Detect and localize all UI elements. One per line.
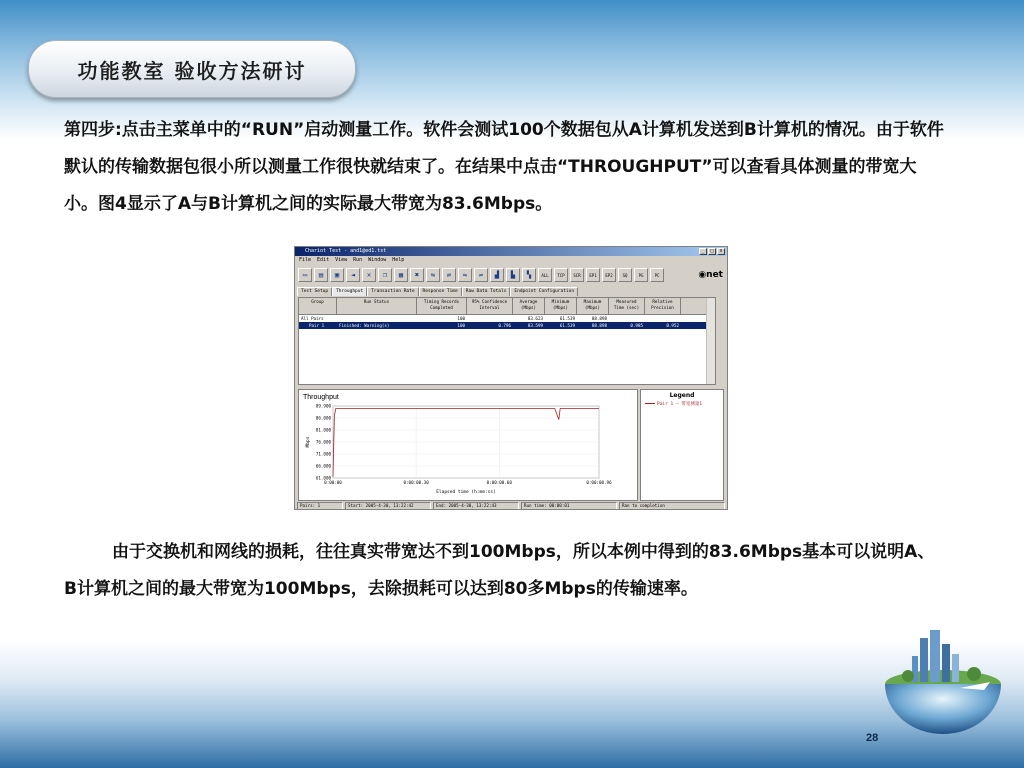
filter-tcp-button[interactable]: TCP [554,268,568,282]
col-minimum[interactable]: Minimum (Mbps) [545,298,577,314]
menu-view[interactable]: View [335,257,348,263]
y-tick-label: 89.900 [315,403,331,409]
cell-confidence: 0.796 [498,323,511,328]
cell-maximum: 88.898 [591,316,607,321]
y-axis-label: Mbps [306,436,311,448]
col-run-status[interactable]: Run Status [337,298,417,314]
table-row-selected[interactable] [299,322,715,329]
col-relative-precision[interactable]: Relative Precision [645,298,681,314]
window-titlebar [295,247,727,256]
cell-group: Pair 1 [309,323,325,328]
step-four-paragraph: 第四步:点击主菜单中的“RUN”启动测量工作。软件会测试100个数据包从A计算机发送到B计算机的情况。由于软件默认的传输数据包很小所以测量工作很快就结束了。在结果中点击“THROUGHPUT”可以查看具体测量的带宽大小。图4显示了A与B计算机之间的实际最大带宽为83.6Mbps。 [64,120,944,214]
window-controls [699,248,725,255]
tab-response-time[interactable]: Response Time [419,287,462,296]
col-measured-time[interactable]: Measured Time (sec) [609,298,645,314]
status-completion: Ran to completion [619,502,725,510]
stop-icon[interactable]: ✕ [362,268,376,282]
cell-group: All Pairs [301,316,324,321]
results-table [298,297,716,385]
copy-icon[interactable]: ❐ [378,268,392,282]
cell-time: 0.985 [630,323,643,328]
cell-status [337,315,417,322]
y-tick-label: 61.000 [315,475,331,481]
legend-item: Pair 1 — 带宽测量1 [641,401,723,407]
status-pairs: Pairs: 1 [297,502,343,510]
page-number: 28 [866,732,879,744]
cell-maximum: 88.898 [591,323,607,328]
menu-edit[interactable]: Edit [317,257,330,263]
x-tick-label: 0:00:00.60 [486,480,512,485]
table-scrollbar[interactable] [706,298,715,384]
tab-raw-data-totals[interactable]: Raw Data Totals [462,287,511,296]
y-tick-label: 86.000 [315,415,331,421]
chart-icon[interactable]: ▟ [490,268,504,282]
y-tick-label: 71.000 [315,451,331,457]
menu-help[interactable]: Help [392,257,405,263]
open-icon[interactable]: ▤ [314,268,328,282]
menu-file[interactable]: File [299,257,312,263]
maximize-button[interactable]: □ [708,248,716,255]
tab-transaction-rate[interactable]: Transaction Rate [367,287,418,296]
series-line-pair-1 [333,409,599,477]
minimize-button[interactable]: _ [699,248,707,255]
save-icon[interactable]: ▣ [330,268,344,282]
cell-minimum: 61.539 [559,323,575,328]
filter-pg-button[interactable]: PG [634,268,648,282]
x-tick-label: 0:00:00.96 [586,480,612,485]
x-tick-label: 0:00:00.30 [403,480,429,485]
status-run-time: Run time: 00:00:01 [521,502,617,510]
filter-ep1-button[interactable]: EP1 [586,268,600,282]
cell-confidence [467,315,513,322]
pair-icon[interactable]: ⇄ [442,268,456,282]
menu-bar [295,256,727,264]
delete-icon[interactable]: ✖ [410,268,424,282]
conclusion-text: 由于交换机和网线的损耗，往往真实带宽达不到100Mbps，所以本例中得到的83.6Mbps基本可以说明A、B计算机之间的最大带宽为100Mbps，去除损耗可以达到80多Mbps的传输速率。 [64,542,935,599]
status-end: End: 2005-4-30, 13:22:43 [433,502,519,510]
filter-ep2-button[interactable]: EP2 [602,268,616,282]
throughput-chart [299,390,637,500]
close-button[interactable]: x [717,248,725,255]
cell-status: Finished: Warning(s) [339,323,390,328]
status-start: Start: 2005-4-30, 13:22:42 [345,502,431,510]
cell-precision [645,315,681,322]
cell-minimum: 61.539 [559,316,575,321]
col-confidence[interactable]: 95% Confidence Interval [467,298,513,314]
pair-icon[interactable]: ⇆ [426,268,440,282]
y-tick-label: 76.000 [315,439,331,445]
tab-throughput[interactable]: Throughput [332,287,367,296]
col-average[interactable]: Average (Mbps) [513,298,545,314]
net-logo: ◉net [698,270,723,280]
x-axis-label: Elapsed time (h:mm:ss) [436,490,496,495]
paste-icon[interactable]: ▦ [394,268,408,282]
tab-test-setup[interactable]: Test Setup [297,287,332,296]
globe-city-illustration [880,626,1006,738]
filter-pc-button[interactable]: PC [650,268,664,282]
cell-time [609,315,645,322]
col-maximum[interactable]: Maximum (Mbps) [577,298,609,314]
tab-endpoint-configuration[interactable]: Endpoint Configuration [510,287,578,296]
cell-average: 83.623 [527,316,543,321]
filter-all-button[interactable]: ALL [538,268,552,282]
filter-sq-button[interactable]: SQ [618,268,632,282]
new-icon[interactable]: ▭ [298,268,312,282]
run-icon[interactable]: ◄ [346,268,360,282]
window-title: Chariot Test - and1@ed1.tst [305,248,387,254]
pair-icon[interactable]: ⇋ [458,268,472,282]
legend-title: Legend [669,392,695,399]
col-records[interactable]: Timing Records Completed [417,298,467,314]
result-tabs [297,287,578,296]
cell-precision: 0.952 [666,323,679,328]
chart-icon[interactable]: ▚ [522,268,536,282]
y-tick-label: 66.000 [315,463,331,469]
status-bar [295,502,727,510]
toolbar [295,265,727,285]
menu-run[interactable]: Run [353,257,363,263]
cell-records: 100 [457,323,465,328]
table-row[interactable] [299,315,715,322]
x-tick-label: 0:00:00 [324,480,342,485]
chart-title: Throughput [303,394,339,401]
pair-icon[interactable]: ⇌ [474,268,488,282]
slide-title [28,40,356,98]
chart-icon[interactable]: ▙ [506,268,520,282]
table-header [299,298,715,315]
y-tick-label: 81.000 [315,427,331,433]
throughput-chart-panel [298,389,638,501]
filter-scr-button[interactable]: SCR [570,268,584,282]
cell-records: 100 [457,316,465,321]
legend-panel [640,389,724,501]
col-group[interactable]: Group [299,298,337,314]
conclusion-paragraph [64,534,944,608]
menu-window[interactable]: Window [368,257,387,263]
slide-title-text: 功能教室 验收方法研讨 [77,58,307,83]
chariot-app-screenshot [294,246,728,510]
cell-average: 83.599 [527,323,543,328]
